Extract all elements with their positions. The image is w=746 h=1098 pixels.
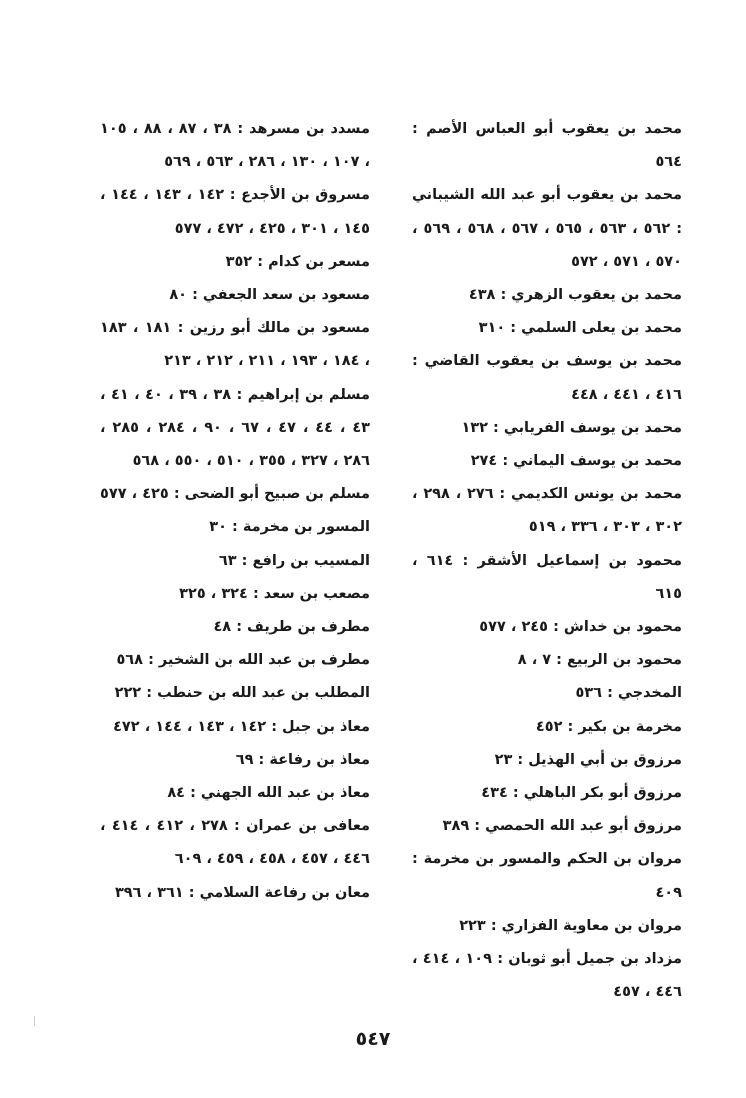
index-entry: معاذ بن عبد الله الجهني : ٨٤	[167, 785, 370, 802]
index-entry: معاذ بن جبل : ١٤٢ ، ١٤٣ ، ١٤٤ ، ٤٧٢	[113, 718, 370, 735]
index-entry: مصعب بن سعد : ٣٢٤ ، ٣٢٥	[179, 585, 370, 602]
index-entry: المطلب بن عبد الله بن حنطب : ٢٢٢	[114, 685, 370, 702]
index-entry: مسعر بن كدام : ٣٥٢	[225, 253, 370, 270]
index-entry: محمد بن يعقوب أبو عبد الله الشيباني : ٥٦٢ ، ٥٦٣ ، ٥٦٥ ، ٥٦٧ ، ٥٦٨ ، ٥٦٩ ، ٥٧٠ ، ٥٧١ ، ٥٧٢	[412, 187, 682, 270]
page-number: ٥٤٧	[355, 1028, 391, 1050]
index-entry: مخرمة بن بكير : ٤٥٢	[535, 718, 682, 735]
index-entry: مروان بن معاوية الفزاري : ٢٢٣	[459, 917, 682, 934]
index-entry: مسعود بن سعد الجعفي : ٨٠	[169, 287, 370, 304]
index-entry: محمد بن يوسف اليماني : ٢٧٤	[470, 453, 682, 470]
index-entry: محمود بن إسماعيل الأشقر : ٦١٤ ، ٦١٥	[412, 552, 683, 602]
index-entry: مسعود بن مالك أبو رزين : ١٨١ ، ١٨٣ ، ١٨٤ ، ١٩٣ ، ٢١١ ، ٢١٢ ، ٢١٣	[100, 320, 371, 370]
index-entry: محمود بن خداش : ٢٤٥ ، ٥٧٧	[479, 619, 682, 636]
index-entry: محمد بن يعلى السلمي : ٣١٠	[478, 320, 682, 337]
index-entry: مطرف بن عبد الله بن الشخير : ٥٦٨	[116, 652, 370, 669]
index-entry: محمد بن يوسف الفريابي : ١٣٢	[461, 419, 682, 436]
index-entry: معافى بن عمران : ٢٧٨ ، ٤١٢ ، ٤١٤ ، ٤٤٦ ، ٤٥٧ ، ٤٥٨ ، ٤٥٩ ، ٦٠٩	[100, 818, 371, 868]
index-entry: مسدد بن مسرهد : ٣٨ ، ٨٧ ، ٨٨ ، ١٠٥ ، ١٠٧ ، ١٣٠ ، ٢٨٦ ، ٥٦٣ ، ٥٦٩	[100, 121, 370, 171]
index-entry: محمد بن يوسف بن يعقوب القاضي : ٤١٦ ، ٤٤١ ، ٤٤٨	[412, 353, 682, 403]
index-entry: مزداد بن جميل أبو ثوبان : ١٠٩ ، ٤١٤ ، ٤٤٦ ، ٤٥٧	[412, 951, 683, 1001]
index-entry: مرزوق أبو بكر الباهلي : ٤٣٤	[481, 785, 682, 802]
index-entry: مروان بن الحكم والمسور بن مخرمة : ٤٠٩	[412, 851, 682, 901]
index-entry: مسلم بن صبيح أبو الضحى : ٤٢٥ ، ٥٧٧	[100, 486, 370, 503]
index-entry: محمود بن الربيع : ٧ ، ٨	[517, 652, 682, 669]
index-entry: معان بن رفاعة السلامي : ٣٦١ ، ٣٩٦	[114, 884, 370, 901]
scan-edge-mark	[34, 1016, 35, 1026]
index-entry: محمد بن يعقوب الزهري : ٤٣٨	[468, 287, 682, 304]
index-entry: مطرف بن طريف : ٤٨	[213, 619, 370, 636]
index-entry: مرزوق أبو عبد الله الحمصي : ٣٨٩	[442, 818, 682, 835]
index-entry: مرزوق بن أبي الهذيل : ٢٣	[494, 751, 682, 768]
index-entry: مسروق بن الأجدع : ١٤٢ ، ١٤٣ ، ١٤٤ ، ١٤٥ ، ٣٠١ ، ٤٢٥ ، ٤٧٢ ، ٥٧٧	[100, 187, 371, 237]
index-entry: المخدجي : ٥٣٦	[575, 685, 682, 702]
index-entry: محمد بن يعقوب أبو العباس الأصم : ٥٦٤	[412, 121, 682, 171]
index-entry: المسور بن مخرمة : ٣٠	[209, 519, 370, 536]
left-column	[100, 113, 370, 910]
right-column	[412, 113, 682, 1009]
index-entry: مسلم بن إبراهيم : ٣٨ ، ٣٩ ، ٤٠ ، ٤١ ، ٤٣ ، ٤٤ ، ٤٧ ، ٦٧ ، ٩٠ ، ٢٨٤ ، ٢٨٥ ، ٢٨٦ ، ٣٢٧ ، ٣٥٥ ، ٥١٠ ، ٥٥٠ ، ٥٦٨	[100, 386, 371, 470]
index-entry: محمد بن يونس الكديمي : ٢٧٦ ، ٢٩٨ ، ٣٠٢ ، ٣٠٣ ، ٣٣٦ ، ٥١٩	[412, 486, 683, 536]
index-entry: معاذ بن رفاعة : ٦٩	[235, 751, 370, 768]
index-entry: المسيب بن رافع : ٦٣	[218, 552, 370, 569]
